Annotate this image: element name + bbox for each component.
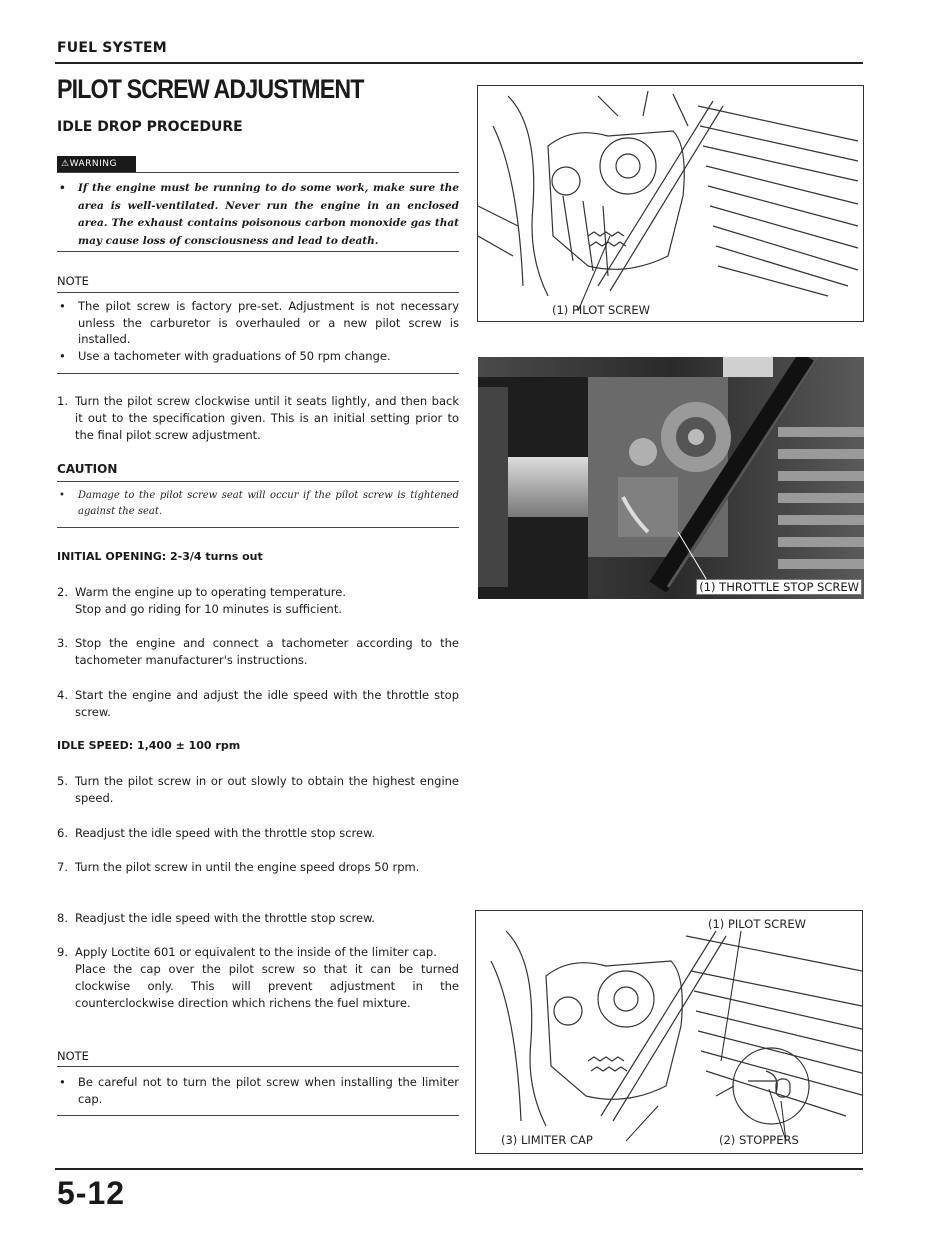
- footer-rule: [55, 1168, 863, 1170]
- step-9: 9. Apply Loctite 601 or equivalent to the inside of the limiter cap. Place the cap over the pilot screw so that it can be turned clockwise only. This will prevent adjustment in the counterclockwise direction which richens the fuel mixture.: [57, 945, 459, 1010]
- note-item: • The pilot screw is factory pre-set. Adjustment is not necessary unless the carburetor is overhauled or a new pilot screw is installed.: [59, 299, 459, 346]
- fig3-label-stoppers: (2) STOPPERS: [719, 1133, 799, 1147]
- engine-photo: [478, 357, 864, 599]
- step-4: 4. Start the engine and adjust the idle speed with the throttle stop screw.: [57, 688, 459, 719]
- note-item: • Use a tachometer with graduations of 50 rpm change.: [59, 348, 391, 363]
- carburetor-drawing: [478, 86, 863, 321]
- page-number: 5-12: [57, 1175, 126, 1211]
- pilot-screw-figure: [477, 85, 864, 322]
- step-1: 1. Turn the pilot screw clockwise until it seats lightly, and then back it out to the specification given. This is an initial setting prior to the final pilot screw adjustment.: [57, 394, 459, 442]
- step-8: 8. Readjust the idle speed with the throttle stop screw.: [57, 911, 376, 925]
- header-rule: [55, 62, 863, 64]
- warning-rule-bottom: [57, 251, 459, 252]
- note-list: [57, 298, 459, 364]
- warning-text: If the engine must be running to do some work, make sure the area is well-ventilated. Never run the engine in an enclosed area. The exhaust contains poisonous carbon monoxide gas that may cause loss of consciousness and lead to death.: [78, 182, 459, 247]
- limiter-cap-drawing: [476, 911, 862, 1153]
- fig3-label-pilot-screw: (1) PILOT SCREW: [708, 917, 806, 931]
- warning-text-block: [57, 180, 459, 250]
- page-title: PILOT SCREW ADJUSTMENT: [57, 74, 364, 104]
- bullet: •: [59, 182, 66, 194]
- sub-heading: IDLE DROP PROCEDURE: [57, 119, 243, 135]
- section-label: FUEL SYSTEM: [57, 40, 167, 56]
- step-5: 5. Turn the pilot screw in or out slowly to obtain the highest engine speed.: [57, 774, 459, 805]
- idle-speed-spec: IDLE SPEED: 1,400 ± 100 rpm: [57, 739, 241, 752]
- step-7: 7. Turn the pilot screw in until the engine speed drops 50 rpm.: [57, 860, 420, 874]
- figure-caption: (1) PILOT SCREW: [552, 303, 650, 317]
- note-item: • Be careful not to turn the pilot screw when installing the limiter cap.: [59, 1075, 459, 1106]
- initial-opening-spec: INITIAL OPENING: 2-3/4 turns out: [57, 550, 263, 563]
- caution-rule-top: [57, 481, 459, 482]
- step-6: 6. Readjust the idle speed with the throttle stop screw.: [57, 826, 376, 840]
- step-2: 2. Warm the engine up to operating temperature. Stop and go riding for 10 minutes is sufficient.: [57, 585, 346, 616]
- note-label: NOTE: [57, 274, 89, 288]
- note-rule-top: [57, 292, 459, 293]
- note-rule-bottom: [57, 373, 459, 374]
- note-2-rule-bottom: [57, 1115, 459, 1116]
- warning-badge: ⚠WARNING: [57, 156, 136, 173]
- note-2-rule-top: [57, 1066, 459, 1067]
- note-2-label: NOTE: [57, 1049, 89, 1063]
- warning-rule-top: [57, 172, 459, 173]
- caution-rule-bottom: [57, 527, 459, 528]
- caution-text-block: • Damage to the pilot screw seat will occur if the pilot screw is tightened against the seat.: [57, 488, 459, 520]
- caution-text: Damage to the pilot screw seat will occur if the pilot screw is tightened against the seat.: [78, 490, 459, 517]
- throttle-stop-photo: [478, 357, 864, 599]
- note-2-list: [57, 1074, 459, 1107]
- limiter-cap-figure: [475, 910, 863, 1154]
- photo-caption: (1) THROTTLE STOP SCREW: [696, 579, 862, 595]
- fig3-label-limiter-cap: (3) LIMITER CAP: [501, 1133, 593, 1147]
- caution-label: CAUTION: [57, 462, 118, 476]
- step-3: 3. Stop the engine and connect a tachometer according to the tachometer manufacturer's instructions.: [57, 636, 459, 667]
